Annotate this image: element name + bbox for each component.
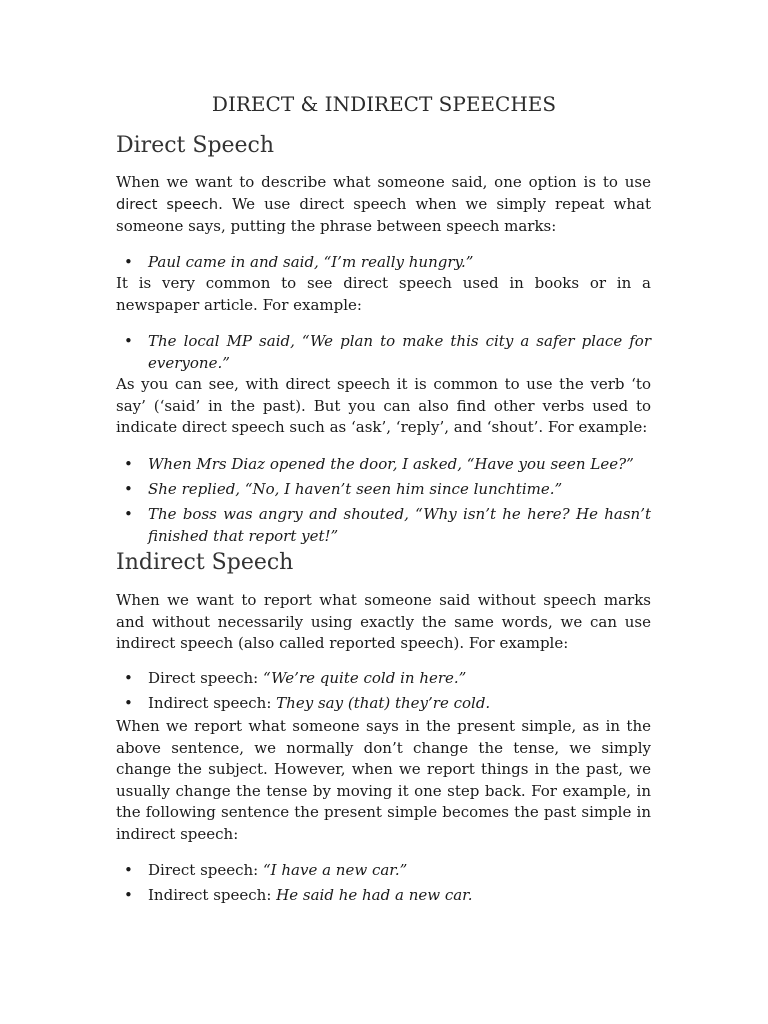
list-item [116, 884, 651, 906]
example-text: The boss was angry and shouted, “Why isn’t he here? He hasn’t finished that report yet!” [148, 505, 651, 545]
indirect-example-list-1 [116, 667, 651, 714]
example-text: When Mrs Diaz opened the door, I asked, “Have you seen Lee?” [148, 455, 634, 473]
direct-intro-text-end: . We use direct speech when we simply repeat what someone says, putting the phrase between speech marks: [116, 194, 652, 236]
list-item [116, 667, 651, 689]
direct-intro-text-start: When we want to describe what someone said, one option is to use [116, 173, 651, 191]
list-item [116, 692, 651, 714]
direct-example-list-1 [116, 251, 651, 273]
example-text: “We’re quite cold in here.” [263, 669, 467, 687]
indirect-paragraph-1: When we want to report what someone said without speech marks and without necessarily using exactly the same words, we can use indirect speech (also called reported speech). For example: [116, 591, 651, 653]
bullet-icon: • [124, 505, 133, 523]
bullet-icon: • [124, 669, 133, 687]
example-text: “I have a new car.” [263, 861, 408, 879]
list-item [116, 503, 651, 547]
indirect-paragraph-2: When we report what someone says in the present simple, as in the above sentence, we normally don’t change the tense, we simply change the subject. However, when we report things in the past, we usually change the tense by moving it one step back. For example, in the following sentence the present simple becomes the past simple in indirect speech: [116, 717, 651, 843]
example-text: She replied, “No, I haven’t seen him since lunchtime.” [148, 480, 563, 498]
bullet-icon: • [124, 861, 133, 879]
list-item [116, 453, 651, 475]
example-label: Indirect speech: [148, 694, 277, 712]
list-item [116, 859, 651, 881]
example-label: Direct speech: [148, 861, 264, 879]
direct-example-list-3 [116, 453, 651, 547]
bullet-icon: • [124, 332, 133, 350]
bullet-icon: • [124, 455, 133, 473]
list-item [116, 330, 651, 374]
example-text: The local MP said, “We plan to make this city a safer place for everyone.” [148, 332, 651, 372]
bullet-icon: • [124, 480, 133, 498]
bullet-icon: • [124, 694, 133, 712]
direct-paragraph-2: It is very common to see direct speech used in books or in a newspaper article. For example: [116, 274, 651, 314]
example-label: Direct speech: [148, 669, 264, 687]
direct-speech-term: direct speech [116, 196, 219, 213]
indirect-speech-heading: Indirect Speech [116, 550, 294, 575]
list-item [116, 478, 651, 500]
direct-intro-paragraph [116, 172, 651, 238]
example-text: They say (that) they’re cold. [276, 694, 491, 712]
bullet-icon: • [124, 253, 133, 271]
example-text: Paul came in and said, “I’m really hungry.” [148, 253, 474, 271]
direct-paragraph-3: As you can see, with direct speech it is common to use the verb ‘to say’ (‘said’ in the past). But you can also find other verbs used to indicate direct speech such as ‘ask’, ‘reply’, and ‘shout’. For example: [116, 375, 651, 437]
indirect-example-list-2 [116, 859, 651, 906]
example-label: Indirect speech: [148, 886, 277, 904]
direct-example-list-2 [116, 330, 651, 374]
list-item [116, 251, 651, 273]
bullet-icon: • [124, 886, 133, 904]
direct-speech-heading: Direct Speech [116, 133, 275, 158]
example-text: He said he had a new car. [276, 886, 473, 904]
document-title: DIRECT & INDIRECT SPEECHES [211, 92, 557, 116]
